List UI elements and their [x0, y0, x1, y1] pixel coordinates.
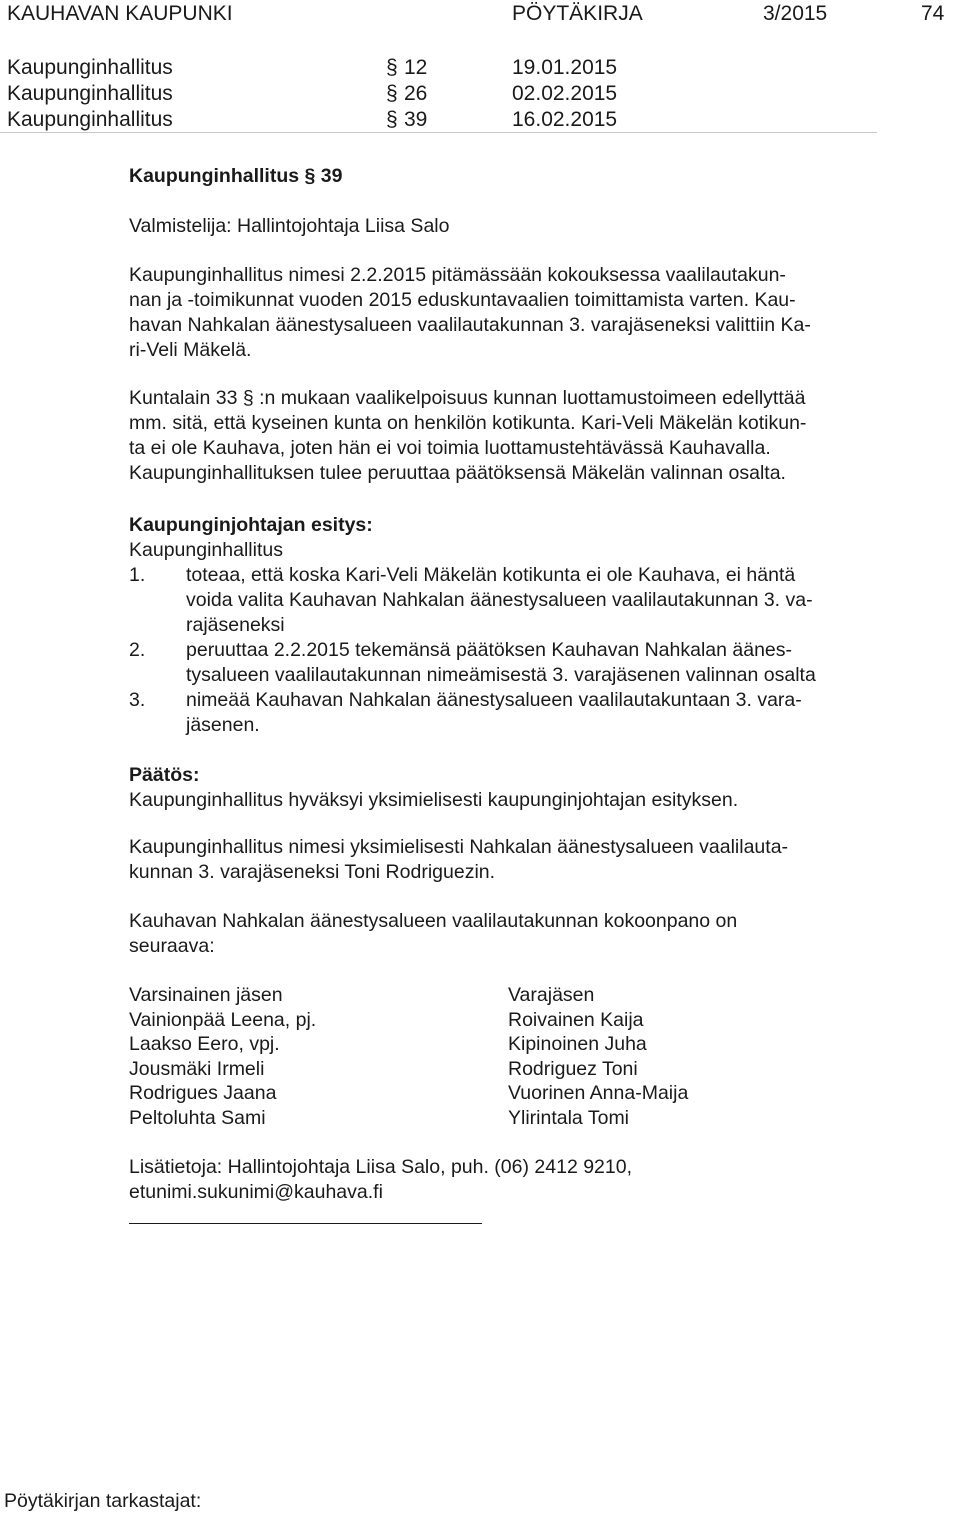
deputy-name: Kipinoinen Juha — [508, 1033, 647, 1055]
contact-email: etunimi.sukunimi@kauhava.fi — [129, 1181, 383, 1203]
meeting-number: 26 — [404, 82, 428, 105]
list-item-line: voida valita Kauhavan Nahkalan äänestysalueen vaalilautakunnan 3. va- — [186, 589, 813, 611]
text-line: havan Nahkalan äänestysalueen vaalilautakunnan 3. varajäseneksi valittiin Ka- — [129, 314, 811, 336]
list-number: 2. — [129, 639, 146, 661]
deputy-name: Roivainen Kaija — [508, 1009, 644, 1031]
column-header-members: Varsinainen jäsen — [129, 984, 283, 1006]
proposal-subject: Kaupunginhallitus — [129, 539, 283, 561]
list-item-line: toteaa, että koska Kari-Veli Mäkelän kotikunta ei ole Kauhava, ei häntä — [186, 564, 796, 586]
organization-name: KAUHAVAN KAUPUNKI — [7, 2, 233, 25]
preparer: Valmistelija: Hallintojohtaja Liisa Salo — [129, 215, 450, 237]
separator-rule — [0, 132, 877, 133]
text-line: ri-Veli Mäkelä. — [129, 339, 252, 361]
member-name: Jousmäki Irmeli — [129, 1058, 265, 1080]
text-line: seuraava: — [129, 935, 215, 957]
meeting-number: 12 — [404, 56, 428, 79]
footer-reviewers: Pöytäkirjan tarkastajat: — [4, 1490, 202, 1512]
member-name: Laakso Eero, vpj. — [129, 1033, 280, 1055]
item-title: Kaupunginhallitus § 39 — [129, 165, 343, 187]
text-line: mm. sitä, että kyseinen kunta on henkilön kotikunta. Kari-Veli Mäkelän kotikun- — [129, 412, 807, 434]
text-line: Kauhavan Nahkalan äänestysalueen vaalilautakunnan kokoonpano on — [129, 910, 738, 932]
section-symbol: § — [386, 56, 398, 79]
contact-info: Lisätietoja: Hallintojohtaja Liisa Salo, puh. (06) 2412 9210, — [129, 1156, 633, 1178]
column-header-deputies: Varajäsen — [508, 984, 595, 1006]
text-line: Kaupunginhallitus nimesi 2.2.2015 pitämässään kokouksessa vaalilautakun- — [129, 264, 786, 286]
text-line: ta ei ole Kauhava, joten hän ei voi toimia luottamustehtävässä Kauhavalla. — [129, 437, 771, 459]
deputy-name: Vuorinen Anna-Maija — [508, 1082, 689, 1104]
member-name: Peltoluhta Sami — [129, 1107, 266, 1129]
text-line: Kaupunginhallituksen tulee peruuttaa päätöksensä Mäkelän valinnan osalta. — [129, 462, 786, 484]
meeting-date: 19.01.2015 — [512, 56, 618, 79]
list-number: 1. — [129, 564, 146, 586]
end-rule — [129, 1223, 482, 1224]
decision-heading: Päätös: — [129, 764, 200, 786]
deputy-name: Rodriguez Toni — [508, 1058, 638, 1080]
list-item-line: peruuttaa 2.2.2015 tekemänsä päätöksen Kauhavan Nahkalan äänes- — [186, 639, 793, 661]
meeting-number: 39 — [404, 108, 428, 131]
member-name: Vainionpää Leena, pj. — [129, 1009, 317, 1031]
member-name: Rodrigues Jaana — [129, 1082, 277, 1104]
text-line: nan ja -toimikunnat vuoden 2015 eduskuntavaalien toimittamista varten. Kau- — [129, 289, 796, 311]
meeting-body: Kaupunginhallitus — [7, 82, 173, 105]
text-line: Kuntalain 33 § :n mukaan vaalikelpoisuus kunnan luottamustoimeen edellyttää — [129, 387, 806, 409]
list-item-line: rajäseneksi — [186, 614, 285, 636]
list-number: 3. — [129, 689, 146, 711]
meeting-body: Kaupunginhallitus — [7, 56, 173, 79]
list-item-line: jäsenen. — [186, 714, 260, 736]
document-type: PÖYTÄKIRJA — [512, 2, 643, 25]
meeting-date: 16.02.2015 — [512, 108, 618, 131]
page-number: 74 — [921, 2, 945, 25]
list-item-line: nimeää Kauhavan Nahkalan äänestysalueen vaalilautakuntaan 3. vara- — [186, 689, 802, 711]
text-line: kunnan 3. varajäseneksi Toni Rodriguezin. — [129, 861, 496, 883]
section-symbol: § — [386, 82, 398, 105]
section-symbol: § — [386, 108, 398, 131]
list-item-line: tysalueen vaalilautakunnan nimeämisestä 3. varajäsenen valinnan osalta — [186, 664, 816, 686]
proposal-heading: Kaupunginjohtajan esitys: — [129, 514, 373, 536]
meeting-date: 02.02.2015 — [512, 82, 618, 105]
text-line: Kaupunginhallitus nimesi yksimielisesti Nahkalan äänestysalueen vaalilauta- — [129, 836, 789, 858]
deputy-name: Ylirintala Tomi — [508, 1107, 630, 1129]
meeting-body: Kaupunginhallitus — [7, 108, 173, 131]
decision-text: Kaupunginhallitus hyväksyi yksimielisesti kaupunginjohtajan esityksen. — [129, 789, 739, 811]
document-number: 3/2015 — [763, 2, 828, 25]
